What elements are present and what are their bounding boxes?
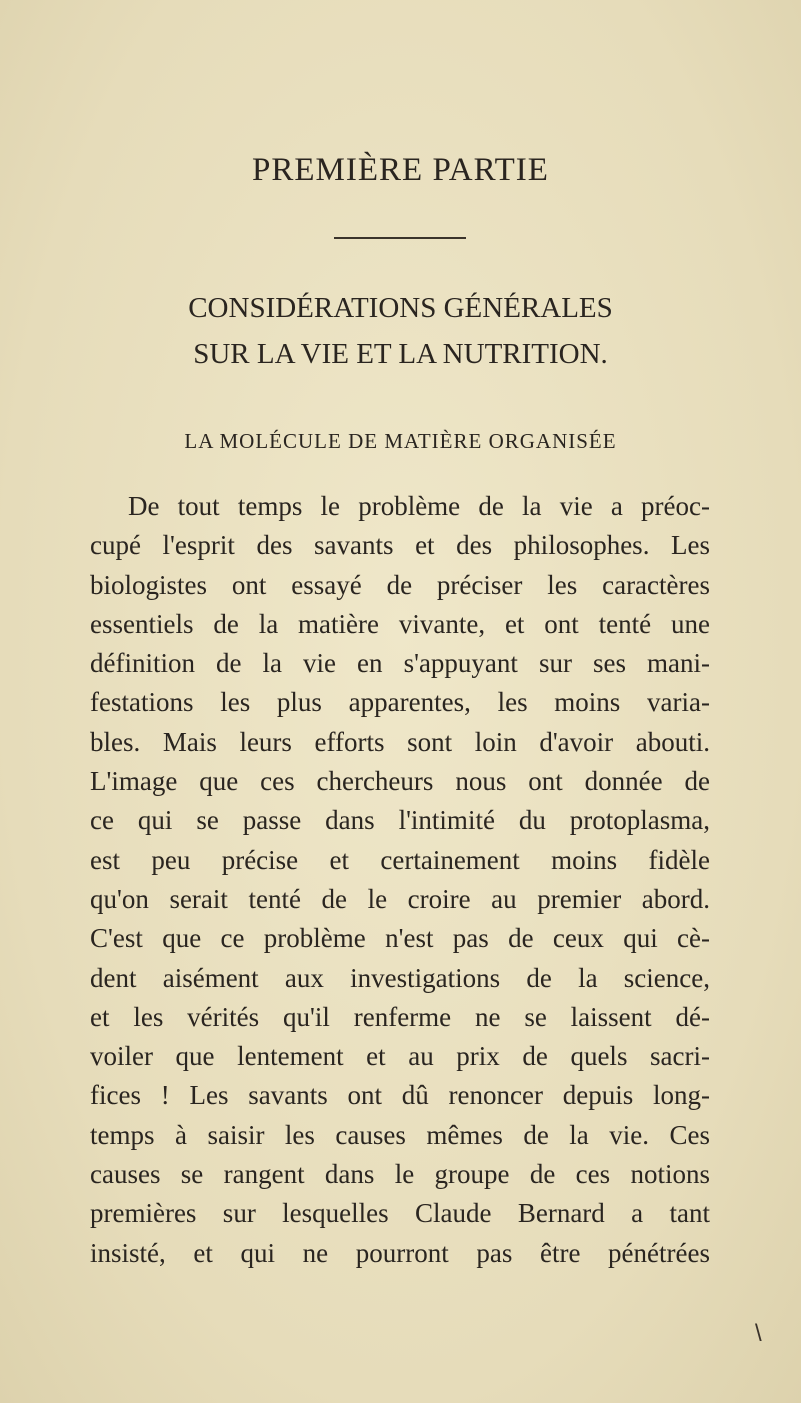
- margin-mark: \: [755, 1320, 762, 1347]
- text-line: fices ! Les savants ont dû renoncer depuis long-: [90, 1080, 710, 1111]
- text-line: L'image que ces chercheurs nous ont donnée de: [90, 766, 710, 797]
- title-divider: [334, 237, 466, 239]
- text-line: C'est que ce problème n'est pas de ceux qui cè-: [90, 923, 710, 954]
- section-title: LA MOLÉCULE DE MATIÈRE ORGANISÉE: [184, 429, 617, 453]
- text-line: essentiels de la matière vivante, et ont tenté une: [90, 608, 710, 639]
- text-line: dent aisément aux investigations de la science,: [90, 962, 710, 993]
- text-line: ce qui se passe dans l'intimité du protoplasma,: [90, 805, 710, 836]
- text-line: causes se rangent dans le groupe de ces notions: [90, 1159, 710, 1190]
- text-line: cupé l'esprit des savants et des philosophes. Les: [90, 530, 710, 561]
- text-line: insisté, et qui ne pourront pas être pénétrées: [90, 1237, 710, 1268]
- body-paragraph: [90, 487, 710, 1273]
- text-line: De tout temps le problème de la vie a préoc-: [128, 491, 710, 521]
- part-title: PREMIÈRE PARTIE: [252, 152, 549, 188]
- chapter-title: [0, 285, 801, 377]
- text-line: festations les plus apparentes, les moins varia-: [90, 687, 710, 718]
- text-line: premières sur lesquelles Claude Bernard a tant: [90, 1198, 710, 1229]
- text-line: bles. Mais leurs efforts sont loin d'avoir abouti.: [90, 726, 710, 757]
- text-line: qu'on serait tenté de le croire au premier abord.: [90, 883, 710, 914]
- text-line: biologistes ont essayé de préciser les caractères: [90, 569, 710, 600]
- text-line: et les vérités qu'il renferme ne se laissent dé-: [90, 1001, 710, 1032]
- text-line: voiler que lentement et au prix de quels sacri-: [90, 1041, 710, 1072]
- text-line: est peu précise et certainement moins fidèle: [90, 844, 710, 875]
- chapter-title-line-2: SUR LA VIE ET LA NUTRITION.: [193, 338, 608, 370]
- text-line: définition de la vie en s'appuyant sur ses mani-: [90, 648, 710, 679]
- chapter-title-line-1: CONSIDÉRATIONS GÉNÉRALES: [188, 292, 613, 324]
- text-line: temps à saisir les causes mêmes de la vie. Ces: [90, 1119, 710, 1150]
